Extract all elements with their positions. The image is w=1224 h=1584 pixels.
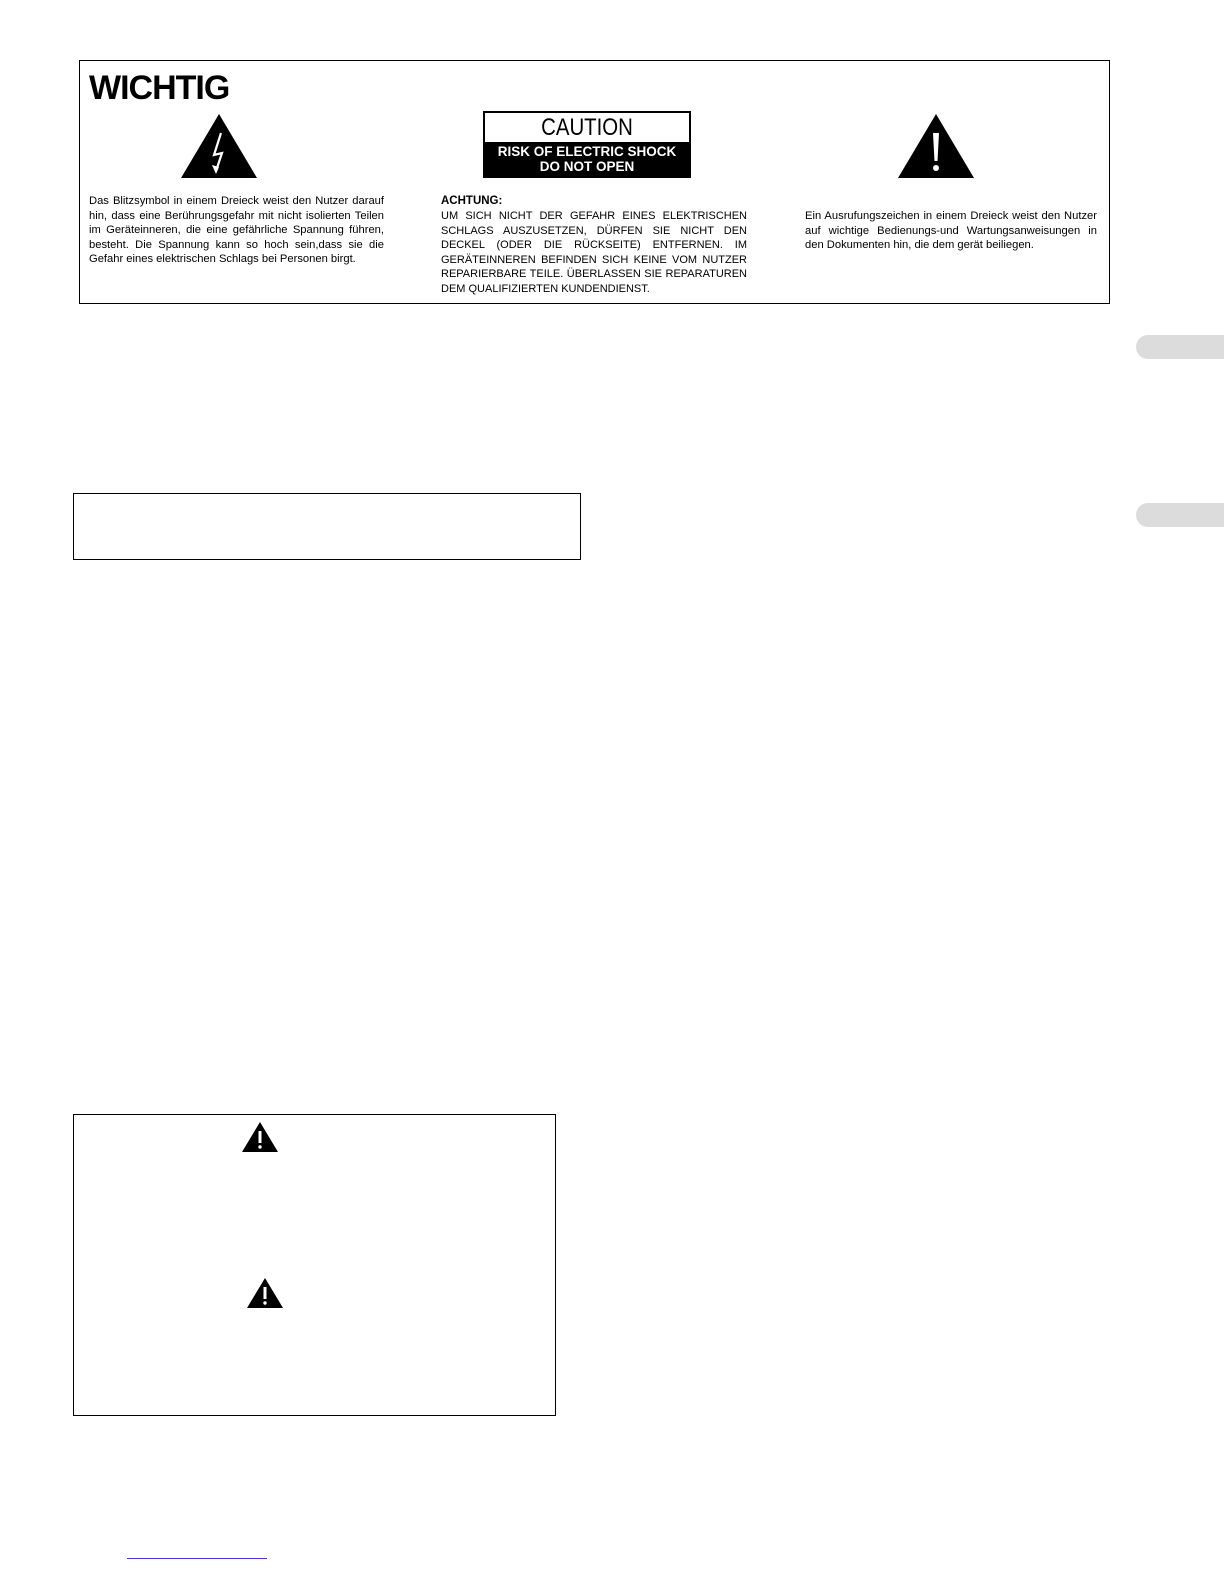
language-tab-1 [1136, 335, 1224, 359]
caution-label [483, 111, 691, 178]
caution-label-heading: CAUTION [541, 114, 633, 141]
page-title: WICHTIG [89, 69, 230, 107]
warning-box [73, 1114, 556, 1416]
caution-heading: ACHTUNG: [441, 195, 503, 207]
caution-description: UM SICH NICHT DER GEFAHR EINES ELEKTRISCHEN SCHLAGS AUSZUSETZEN, DÜRFEN SIE NICHT DEN DECKEL (ODER DIE RÜCKSEITE) ENTFERNEN. IM GERÄTEINNEREN BEFINDEN SICH KEINE VOM NUTZER REPARIERBARE TEILE. ÜBERLASSEN SIE REPARATUREN DEM QUALIFIZIERTEN KUNDENDIENST. [441, 210, 747, 295]
caution-label-line2: DO NOT OPEN [539, 159, 635, 174]
caution-label-band [485, 142, 689, 176]
exclamation-symbol-description: Ein Ausrufungszeichen in einem Dreieck weist den Nutzer auf wichtige Bedienungs-und Wartungsanweisungen in den Dokumenten hin, die dem gerät beiliegen. [805, 210, 1097, 251]
exclamation-warning-icon [897, 113, 975, 179]
notice-box [73, 493, 581, 560]
lightning-warning-icon [180, 113, 258, 179]
warning-icon [241, 1121, 279, 1153]
footnote-rule [127, 1558, 267, 1559]
caution-icon [246, 1277, 284, 1309]
lightning-symbol-description: Das Blitzsymbol in einem Dreieck weist den Nutzer darauf hin, dass eine Berührungsgefahr mit nicht isolierten Teilen im Geräteinneren, die eine gefährliche Spannung führen, besteht. Die Spannung kann so hoch sein,dass sie die Gefahr eines elektrischen Schlags bei Personen birgt. [89, 195, 384, 265]
caution-label-line1: RISK OF ELECTRIC SHOCK [497, 144, 677, 159]
language-tab-2 [1136, 503, 1224, 527]
